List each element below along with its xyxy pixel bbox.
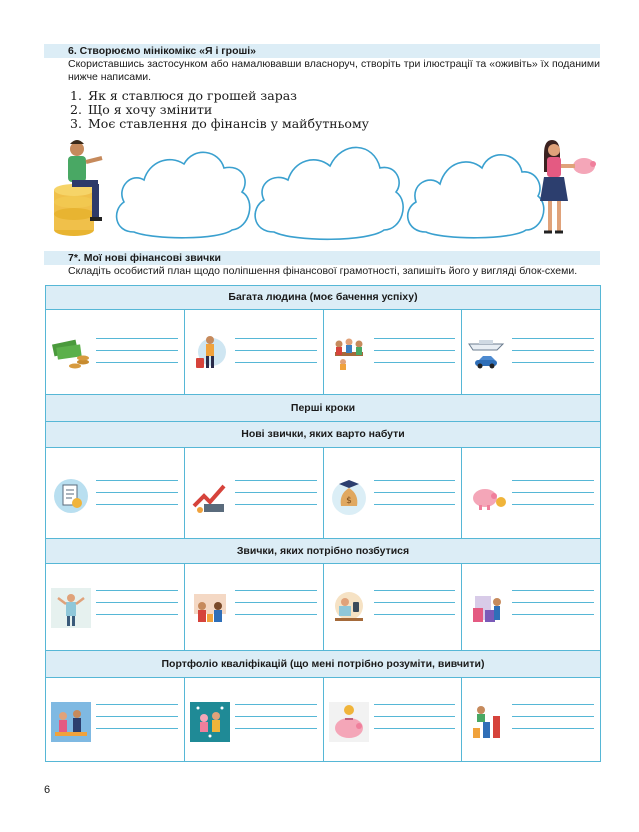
- page-number: 6: [44, 784, 51, 796]
- cell: [324, 678, 463, 761]
- stressed-person-icon: [51, 588, 91, 628]
- band-portfolio: Портфоліо кваліфікацій (що мені потрібно розуміти, вивчити): [45, 650, 601, 678]
- cell: [324, 448, 463, 538]
- celebration-icon: [190, 702, 230, 742]
- band-rich-person: Багата людина (моє бачення успіху): [45, 285, 601, 310]
- growth-chart-icon: [190, 476, 230, 516]
- bar-chart-icon: [467, 702, 507, 742]
- business-team-icon: [51, 702, 91, 742]
- task7-text: Складіть особистий план щодо поліпшення фінансової грамотності, запишіть його у вигляді блок-схеми.: [68, 265, 578, 277]
- education-money-bag-icon: [329, 476, 369, 516]
- task6-title: 6. Створюємо мінікомікс «Я і гроші»: [68, 45, 257, 57]
- band-bad-habits: Звички, яких потрібно позбутися: [45, 538, 601, 564]
- task7-title: 7*. Мої нові фінансові звички: [68, 252, 221, 264]
- shopping-people-icon: [190, 588, 230, 628]
- cloud-frame-1: [117, 152, 250, 237]
- cell: [185, 678, 324, 761]
- list-item: 3. Моє ставлення до фінансів у майбутньому: [70, 116, 370, 131]
- task6-list: [70, 89, 369, 131]
- band-first-steps: Перші кроки: [45, 394, 601, 422]
- row-bad-habits: [45, 563, 601, 651]
- money-stack-icon: [51, 332, 91, 372]
- task6-text: Скориставшись застосунком або намалювавши власноруч, створіть три ілюстрації та «оживіть» їх поданими нижче написами.: [68, 58, 600, 83]
- cell: [185, 448, 324, 538]
- piggy-bank-icon: [467, 476, 507, 516]
- cloud-frame-2: [255, 147, 403, 239]
- row-rich: [45, 309, 601, 395]
- list-item: 2. Що я хочу змінити: [70, 102, 213, 117]
- shopping-bags-icon: [467, 588, 507, 628]
- cell: [46, 448, 185, 538]
- phone-addiction-icon: [329, 588, 369, 628]
- band-new-habits: Нові звички, яких варто набути: [45, 421, 601, 448]
- flowchart-table: [45, 286, 601, 762]
- cell: [462, 448, 600, 538]
- cell: [462, 564, 600, 650]
- family-dinner-icon: [329, 332, 369, 372]
- cloud-frame-3: [408, 155, 544, 238]
- cell: [462, 678, 600, 761]
- list-item: 1. Як я ставлюся до грошей зараз: [70, 88, 297, 103]
- traveler-icon: [190, 332, 230, 372]
- man-on-coins-illustration: [54, 140, 102, 236]
- cell: [462, 310, 600, 394]
- cell: [46, 564, 185, 650]
- woman-with-piggy-bank-illustration: [540, 140, 596, 232]
- cell: [185, 310, 324, 394]
- yacht-car-icon: [467, 332, 507, 372]
- cell: [185, 564, 324, 650]
- svg-text:$: $: [345, 496, 352, 506]
- cell: [46, 310, 185, 394]
- document-coin-icon: [51, 476, 91, 516]
- cell: [324, 564, 463, 650]
- piggy-coin-icon: [329, 702, 369, 742]
- row-portfolio: [45, 677, 601, 762]
- cell: [46, 678, 185, 761]
- comic-area: [44, 132, 600, 248]
- cell: [324, 310, 463, 394]
- row-new-habits: [45, 447, 601, 539]
